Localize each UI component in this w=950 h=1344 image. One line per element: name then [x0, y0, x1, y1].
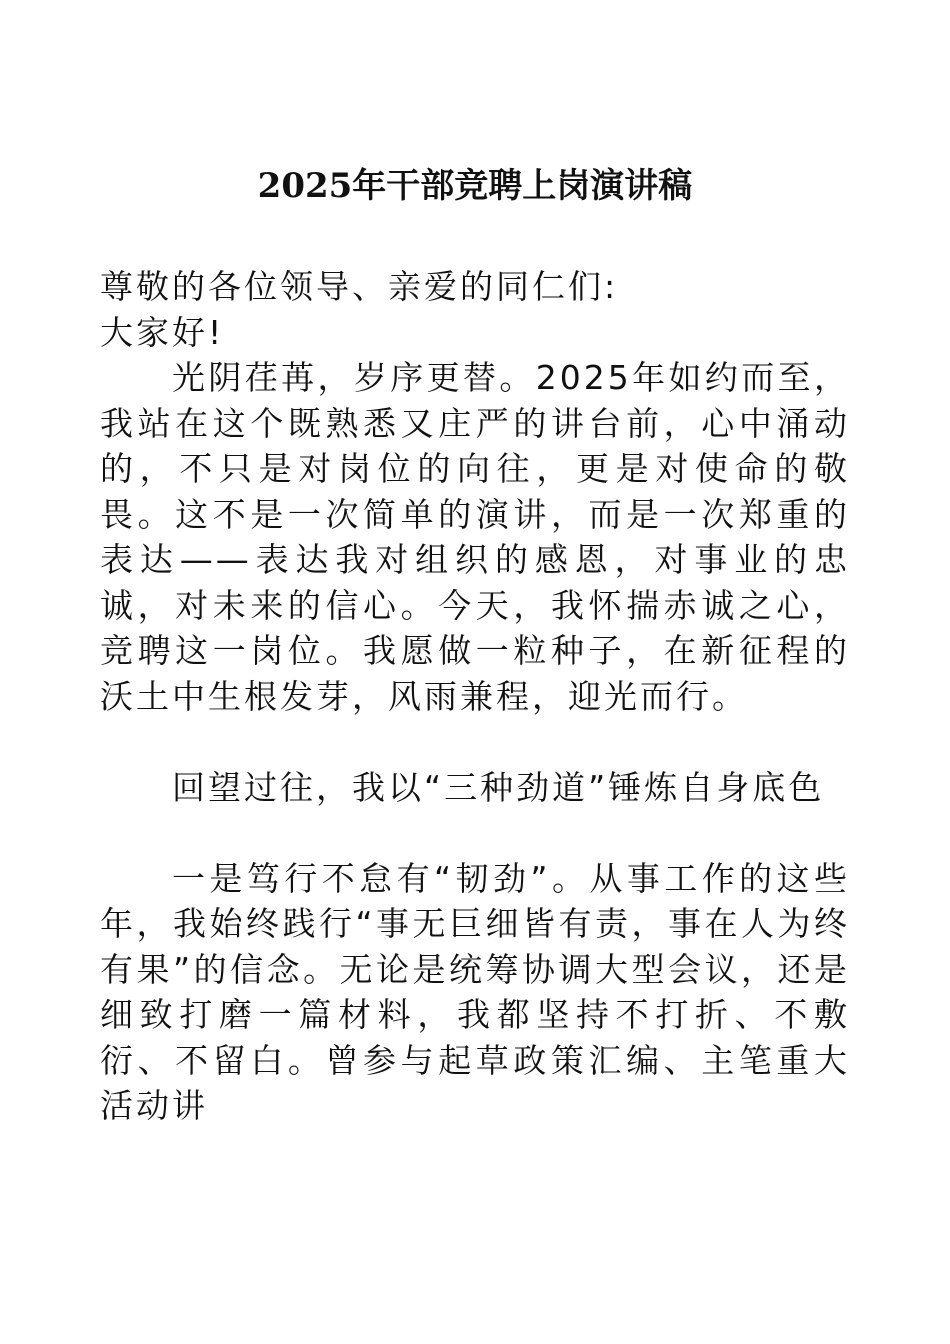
salutation: 尊敬的各位领导、亲爱的同仁们:	[100, 267, 619, 306]
document-body	[100, 264, 850, 1129]
greeting: 大家好!	[100, 312, 225, 352]
paragraph-point-one: 一是笃行不怠有“韧劲”。从事工作的这些年，我始终践行“事无巨细皆有责，事在人为终有果”的信念。无论是统筹协调大型会议，还是细致打磨一篇材料，我都坚持不打折、不敷衍、不留白。曾参与起草政策汇编、主笔重大活动讲	[100, 858, 850, 1125]
document-title: 2025年干部竞聘上岗演讲稿	[257, 166, 693, 206]
paragraph-opening: 光阴荏苒，岁序更替。2025年如约而至，我站在这个既熟悉又庄严的讲台前，心中涌动的，不只是对岗位的向往，更是对使命的敬畏。这不是一次简单的演讲，而是一次郑重的表达——表达我对组织的感恩，对事业的忠诚，对未来的信心。今天，我怀揣赤诚之心，竞聘这一岗位。我愿做一粒种子，在新征程的沃土中生根发芽，风雨兼程，迎光而行。	[100, 358, 850, 716]
section-heading: 回望过往，我以“三种劲道”锤炼自身底色	[172, 767, 825, 807]
